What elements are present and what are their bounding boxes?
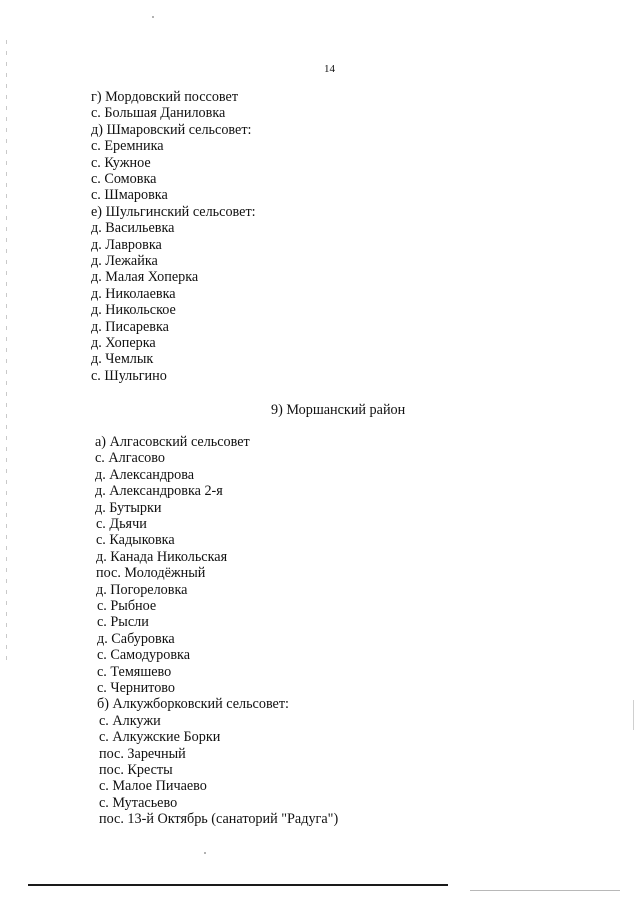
list-item: г) Мордовский поссовет xyxy=(91,89,239,105)
list-item: с. Алкужи xyxy=(99,712,161,729)
list-item: с. Рыбное xyxy=(97,598,157,614)
list-item: с. Малое Пичаево xyxy=(99,778,207,795)
list-item: д. Лавровка xyxy=(91,236,162,253)
scan-edge-right xyxy=(633,700,634,730)
list-item: д. Васильевка xyxy=(91,220,175,237)
list-item: с. Самодуровка xyxy=(97,647,190,664)
list-item: пос. 13-й Октябрь (санаторий "Радуга") xyxy=(99,811,339,828)
list-item: д. Хоперка xyxy=(91,335,156,351)
list-item: пос. Молодёжный xyxy=(96,565,206,582)
list-item: пос. Кресты xyxy=(99,762,173,778)
list-item: д. Малая Хоперка xyxy=(91,269,199,286)
list-item: д. Погореловка xyxy=(96,581,188,598)
scan-edge-left xyxy=(6,40,7,660)
list-item: д. Чемлык xyxy=(91,351,154,368)
list-item: с. Дьячи xyxy=(96,516,147,532)
list-item: е) Шульгинский сельсовет: xyxy=(91,203,256,220)
list-item: д. Канада Никольская xyxy=(96,548,228,565)
list-item: с. Шмаровка xyxy=(91,187,168,204)
list-item: д. Никольское xyxy=(91,302,176,319)
list-item: с. Сомовка xyxy=(91,171,157,187)
list-item: д. Бутырки xyxy=(95,499,162,516)
district-heading: 9) Моршанский район xyxy=(271,402,406,418)
list-item: д. Сабуровка xyxy=(97,630,175,647)
list-item: с. Рысли xyxy=(97,614,149,631)
list-item: д. Александрова xyxy=(95,466,195,483)
list-item: пос. Заречный xyxy=(99,745,186,762)
list-item: с. Мутасьево xyxy=(99,794,178,811)
list-item: с. Алкужские Борки xyxy=(99,729,221,746)
list-item: д. Александровка 2-я xyxy=(95,483,223,500)
scan-speck xyxy=(152,16,154,18)
list-item: с. Еремника xyxy=(91,138,164,155)
list-item: д. Николаевка xyxy=(91,285,176,302)
list-item: с. Большая Даниловка xyxy=(91,105,226,122)
list-item: с. Кадыковка xyxy=(96,532,175,549)
bottom-rule xyxy=(28,884,448,886)
page-number: 14 xyxy=(324,63,335,75)
bottom-rule-faint xyxy=(470,890,620,891)
list-item: б) Алкужборковский сельсовет: xyxy=(97,696,290,713)
list-item: с. Шульгино xyxy=(91,367,167,384)
list-item: д. Лежайка xyxy=(91,253,158,269)
list-item: д) Шмаровский сельсовет: xyxy=(91,121,252,138)
list-item: а) Алгасовский сельсовет xyxy=(95,434,250,450)
scan-speck xyxy=(204,852,206,854)
list-item: с. Темяшево xyxy=(97,663,172,680)
list-item: с. Кужное xyxy=(91,154,151,171)
list-item: с. Чернитово xyxy=(97,680,175,696)
list-item: д. Писаревка xyxy=(91,318,169,335)
list-item: с. Алгасово xyxy=(95,450,165,467)
